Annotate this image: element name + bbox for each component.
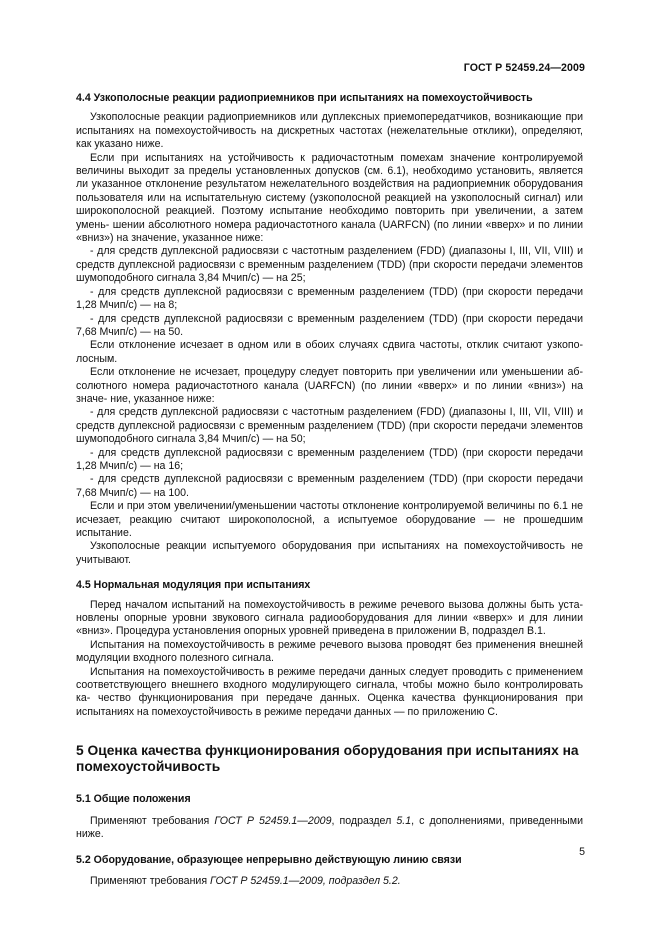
list-item: - для средств дуплексной радиосвязи с частотным разделением (FDD) (диапазоны I, III, VII, VIII) и средств дуплексной радиосвязи с временным разделением (TDD) (при скорости передачи элементов шумоподобного сигнала 3,84 Мчип/с) — на 25; bbox=[76, 245, 583, 285]
text-suffix: , с дополнениями, приведенными ниже. bbox=[76, 814, 583, 841]
list-item: - для средств дуплексной радиосвязи с временным разделением (TDD) (при скорости передачи 1,28 Мчип/с) — на 8; bbox=[76, 285, 583, 312]
paragraph: Узкополосные реакции радиоприемников или дуплексных приемопередатчиков, возникающие при испытаниях на помехоустойчивость на дискретных частотах (нежелательные отклики), определяют, как указано ниже. bbox=[76, 111, 583, 151]
paragraph: Узкополосные реакции испытуемого оборудования при испытаниях на помехоустойчивость не учитывают. bbox=[76, 540, 583, 566]
section-5-1-text bbox=[76, 815, 583, 842]
standard-reference: ГОСТ Р 52459.1—2009, подраздел 5.2. bbox=[210, 874, 401, 887]
page-content bbox=[76, 92, 583, 888]
list-item: - для средств дуплексной радиосвязи с частотным разделением (FDD) (диапазоны I, III, VII, VIII) и средств дуплексной радиосвязи с временным разделением (TDD) (при скорости передачи элементов шумоподобного сигнала 3,84 Мчип/с) — на 50; bbox=[76, 406, 583, 446]
paragraph: Испытания на помехоустойчивость в режиме речевого вызова проводят без применения внешней модуляции входного полезного сигнала. bbox=[76, 638, 583, 665]
paragraph: Если и при этом увеличении/уменьшении частоты отклонение контролируемой величины по 6.1 не исчезает, реакцию считают широкополосной, а испытуемое оборудование — не прошедшим испытание. bbox=[76, 500, 583, 539]
section-4-5-body bbox=[76, 599, 583, 720]
list-item: - для средств дуплексной радиосвязи с временным разделением (TDD) (при скорости передачи 7,68 Мчип/с) — на 50. bbox=[76, 312, 583, 338]
standard-reference: ГОСТ Р 52459.1—2009 bbox=[214, 814, 332, 827]
section-5-2 bbox=[76, 854, 583, 889]
section-4-5-title: 4.5 Нормальная модуляция при испытаниях bbox=[76, 579, 311, 592]
paragraph: Если при испытаниях на устойчивость к радиочастотным помехам значение контролируемой величины выходит за пределы установленных допусков (см. 6.1), необходимо установить, является ли указанное отклонение результатом нежелательного воздействия на радиоприемник оборудования пользователя или на испытательную систему (узкополосной реакцией на узкополосный сигнал) или широкополосной реакцией. Поэтому испытание необходимо повторить при увеличении, а затем умень- шении абсолютного номера радиочастотного канала (UARFCN) (по линии «вверх» и по линии «вниз») на значение, указанное ниже: bbox=[76, 151, 583, 245]
paragraph: Если отклонение не исчезает, процедуру следует повторить при увеличении или уменьшении аб- солютного номера радиочастотного канала (UARFCN) (по линии «вверх» и по линии «вниз») на значе- ние, указанное ниже: bbox=[76, 366, 583, 405]
paragraph: Перед началом испытаний на помехоустойчивость в режиме речевого вызова должны быть уста- новлены опорные уровни звукового сигнала радиооборудования для линии «вверх» и для линии «вниз». Процедура установления опорных уровней приведена в приложении В, подраздел В.1. bbox=[76, 598, 583, 638]
paragraph: Если отклонение исчезает в одном или в обоих случаях сдвига частоты, отклик считают узкопо- лосным. bbox=[76, 339, 583, 365]
section-5-2-text bbox=[76, 875, 583, 888]
text-prefix: Применяют требования bbox=[90, 874, 211, 887]
subsection-reference: 5.1 bbox=[396, 814, 412, 827]
section-5-1 bbox=[76, 793, 583, 841]
section-4-4-body bbox=[76, 111, 583, 567]
section-5-2-title: 5.2 Оборудование, образующее непрерывно действующую линию связи bbox=[76, 853, 462, 866]
section-4-4-title: 4.4 Узкополосные реакции радиоприемников при испытаниях на помехоустойчивость bbox=[76, 92, 533, 104]
text-mid: , подраздел bbox=[331, 814, 397, 827]
page-number: 5 bbox=[579, 846, 585, 858]
document-code-header: ГОСТ Р 52459.24—2009 bbox=[463, 62, 585, 74]
text-prefix: Применяют требования bbox=[90, 814, 215, 827]
section-5-1-title: 5.1 Общие положения bbox=[76, 793, 191, 806]
paragraph: Испытания на помехоустойчивость в режиме передачи данных следует проводить с применением соответствующего внешнего входного модулирующего сигнала, чтобы можно было контролировать ка- чество функционирования при передаче данных. Оценка качества функционирования при испытаниях на помехоустойчивость в режиме передачи данных — по приложению С. bbox=[76, 665, 583, 718]
list-item: - для средств дуплексной радиосвязи с временным разделением (TDD) (при скорости передачи 7,68 Мчип/с) — на 100. bbox=[76, 473, 583, 499]
list-item: - для средств дуплексной радиосвязи с временным разделением (TDD) (при скорости передачи 1,28 Мчип/с) — на 16; bbox=[76, 446, 583, 472]
section-5-title: 5 Оценка качества функционирования оборудования при испытаниях на помехоустойчивость bbox=[76, 743, 579, 775]
